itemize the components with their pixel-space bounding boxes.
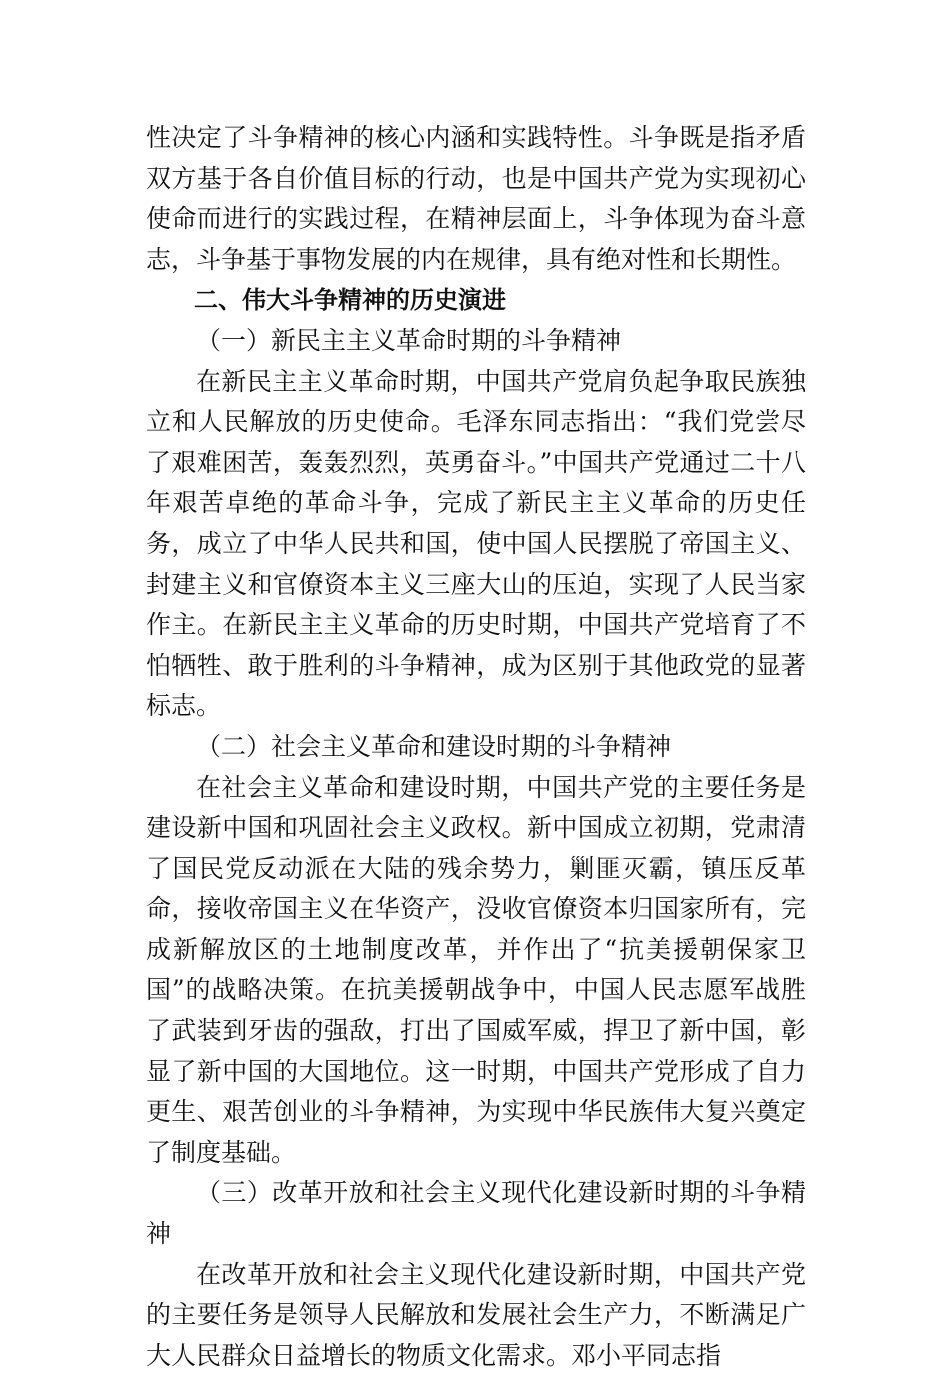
subsection-heading-2: （二）社会主义革命和建设时期的斗争精神	[196, 731, 672, 761]
document-body	[146, 118, 806, 1376]
paragraph-new-democratic-revolution: 在新民主主义革命时期，中国共产党肩负起争取民族独立和人民解放的历史使命。毛泽东同志指出：“我们党尝尽了艰难困苦，轰轰烈烈，英勇奋斗。”中国共产党通过二十八年艰苦卓绝的革命斗争，完成了新民主主义革命的历史任务，成立了中华人民共和国，使中国人民摆脱了帝国主义、封建主义和官僚资本主义三座大山的压迫，实现了人民当家作主。在新民主主义革命的历史时期，中国共产党培育了不怕牺牲、敢于胜利的斗争精神，成为区别于其他政党的显著标志。	[146, 366, 806, 721]
paragraph-socialist-construction: 在社会主义革命和建设时期，中国共产党的主要任务是建设新中国和巩固社会主义政权。新中国成立初期，党肃清了国民党反动派在大陆的残余势力，剿匪灭霸，镇压反革命，接收帝国主义在华资产，没收官僚资本归国家所有，完成新解放区的土地制度改革，并作出了“抗美援朝保家卫国”的战略决策。在抗美援朝战争中，中国人民志愿军战胜了武装到牙齿的强敌，打出了国威军威，捍卫了新中国，彰显了新中国的大国地位。这一时期，中国共产党形成了自力更生、艰苦创业的斗争精神，为实现中华民族伟大复兴奠定了制度基础。	[146, 772, 806, 1167]
subsection-heading-3: （三）改革开放和社会主义现代化建设新时期的斗争精神	[146, 1178, 806, 1249]
paragraph-continuation: 性决定了斗争精神的核心内涵和实践特性。斗争既是指矛盾双方基于各自价值目标的行动，也是中国共产党为实现初心使命而进行的实践过程，在精神层面上，斗争体现为奋斗意志，斗争基于事物发展的内在规律，具有绝对性和长期性。	[146, 123, 806, 274]
subsection-heading-1: （一）新民主主义革命时期的斗争精神	[196, 325, 622, 355]
paragraph-reform-opening: 在改革开放和社会主义现代化建设新时期，中国共产党的主要任务是领导人民解放和发展社会生产力，不断满足广大人民群众日益增长的物质文化需求。邓小平同志指	[146, 1259, 806, 1370]
section-heading-2: 二、伟大斗争精神的历史演进	[194, 286, 506, 315]
